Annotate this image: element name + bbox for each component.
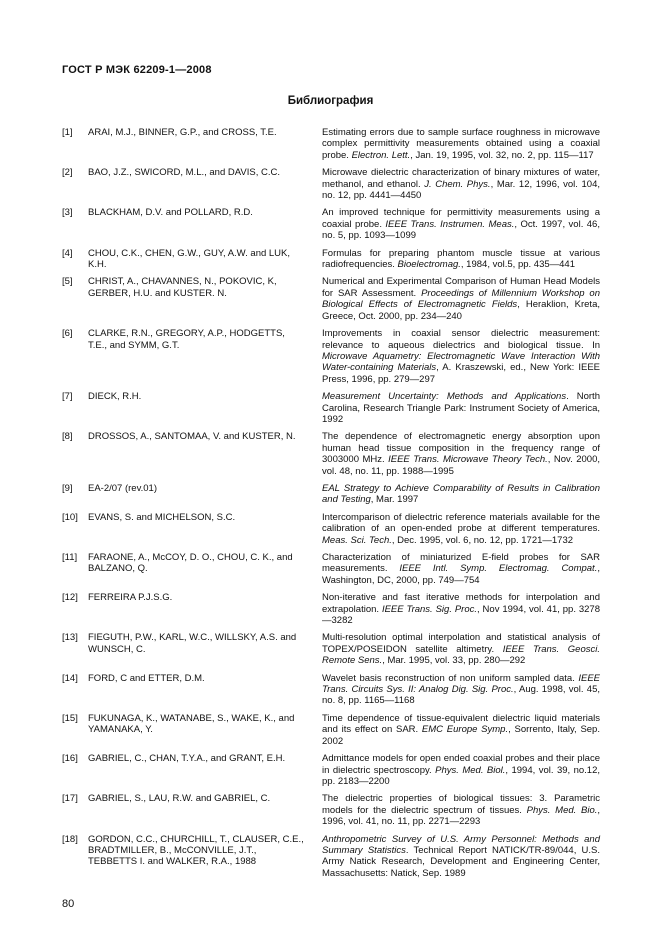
reference-description bbox=[322, 431, 600, 477]
reference-description bbox=[322, 167, 600, 201]
reference-text: Time dependence of tissue-equivalent dielectric liquid materials and its effect on SAR. bbox=[322, 712, 600, 736]
reference-number: [13] bbox=[62, 632, 78, 644]
reference-text: Wavelet basis reconstruction of non uniform sampled data. bbox=[322, 672, 579, 684]
reference-source-title: IEEE Intl. Symp. Electromag. Compat. bbox=[399, 563, 598, 575]
reference-entry bbox=[62, 391, 600, 425]
reference-source-title: IEEE Trans. Geosci. Remote Sens. bbox=[322, 643, 600, 667]
document-header: ГОСТ Р МЭК 62209-1—2008 bbox=[62, 64, 212, 76]
reference-text: , Oct. 1997, vol. 46, no. 5, pp. 1093—1099 bbox=[322, 218, 600, 242]
reference-source-title: Measurement Uncertainty: Methods and Applications bbox=[322, 391, 567, 403]
reference-text: Multi-resolution optimal interpolation and statistical analysis of TOPEX/POSEIDON satellite altimetry. bbox=[322, 632, 600, 655]
reference-text: , Nov 1994, vol. 41, pp. 3278—3282 bbox=[322, 603, 600, 627]
reference-authors: DIECK, R.H. bbox=[88, 391, 142, 403]
reference-number: [15] bbox=[62, 712, 78, 724]
reference-source-title: Meas. Sci. Tech. bbox=[322, 534, 392, 546]
reference-text: , Sorrento, Italy, Sep. 2002 bbox=[322, 724, 600, 747]
reference-entry bbox=[62, 167, 600, 201]
reference-entry bbox=[62, 592, 600, 626]
reference-description bbox=[322, 276, 600, 322]
reference-text: , Dec. 1995, vol. 6, no. 12, pp. 1721—1732 bbox=[391, 534, 574, 546]
reference-authors: DROSSOS, A., SANTOMAA, V. and KUSTER, N. bbox=[88, 431, 296, 443]
reference-source-title: Microwave Aquametry: Electromagnetic Wave Interaction With Water-containing Materials bbox=[322, 350, 600, 374]
reference-entry bbox=[62, 127, 600, 161]
reference-entry bbox=[62, 328, 600, 385]
reference-description bbox=[322, 391, 600, 425]
reference-authors: BLACKHAM, D.V. and POLLARD, R.D. bbox=[88, 207, 253, 219]
reference-text: An improved technique for permittivity measurements using a coaxial probe. bbox=[322, 207, 600, 230]
reference-authors: EA-2/07 (rev.01) bbox=[88, 482, 157, 494]
reference-source-title: Proceedings of Millennium Workshop on Biological Effects of Electromagnetic Fields bbox=[322, 287, 600, 311]
reference-text: Improvements in coaxial sensor dielectric measurement: relevance to aqueous dielectrics and biological tissue. In bbox=[322, 328, 600, 351]
reference-entry bbox=[62, 207, 600, 241]
reference-text: . North Carolina, Research Triangle Park: Instrument Society of America, 1992 bbox=[322, 391, 600, 425]
page-title: Библиография bbox=[287, 95, 374, 107]
reference-description bbox=[322, 793, 600, 827]
reference-description bbox=[322, 207, 600, 241]
reference-text: Non-iterative and fast iterative methods for interpolation and extrapolation. bbox=[322, 592, 600, 615]
reference-authors: FUKUNAGA, K., WATANABE, S., WAKE, K., and YAMANAKA, Y. bbox=[88, 712, 295, 736]
reference-text: , Jan. 19, 1995, vol. 32, no. 2, pp. 115—117 bbox=[410, 149, 594, 161]
reference-number: [5] bbox=[62, 276, 73, 288]
reference-entry bbox=[62, 431, 600, 477]
reference-text: , 1984, vol.5, pp. 435—441 bbox=[460, 259, 575, 271]
reference-authors: GABRIEL, C., CHAN, T.Y.A., and GRANT, E.H. bbox=[88, 753, 286, 765]
reference-source-title: IEEE Trans. Instrumen. Meas. bbox=[385, 218, 515, 230]
reference-authors: EVANS, S. and MICHELSON, S.C. bbox=[88, 511, 236, 523]
reference-authors: GORDON, C.C., CHURCHILL, T., CLAUSER, C.E., BRADTMILLER, B., McCONVILLE, J.T., TEBBETTS I. and WALKER, R.A., 1988 bbox=[88, 833, 304, 868]
reference-entry bbox=[62, 632, 600, 666]
reference-description bbox=[322, 632, 600, 666]
reference-text: . Technical Report NATICK/TR-89/044, U.S. Army Natick Research, Development and Engineering Center, Massachusetts: Natick, Sep. 1989 bbox=[322, 844, 600, 879]
reference-number: [10] bbox=[62, 511, 78, 523]
reference-text: , Mar. 12, 1996, vol. 104, no. 12, pp. 4441—4450 bbox=[322, 178, 600, 202]
reference-number: [17] bbox=[62, 793, 78, 805]
reference-entry bbox=[62, 713, 600, 747]
reference-source-title: Phys. Med. Bio. bbox=[526, 804, 598, 816]
reference-authors: CHOU, C.K., CHEN, G.W., GUY, A.W. and LUK, K.H. bbox=[88, 247, 291, 271]
reference-number: [12] bbox=[62, 592, 78, 604]
reference-source-title: IEEE Trans. Sig. Proc. bbox=[381, 603, 478, 615]
reference-number: [11] bbox=[62, 552, 78, 563]
reference-text: The dependence of electromagnetic energy absorption upon human head tissue composition in the frequency range of 3003000 MHz. bbox=[322, 431, 600, 466]
reference-number: [16] bbox=[62, 753, 78, 765]
reference-source-title: EMC Europe Symp. bbox=[421, 724, 509, 736]
reference-description bbox=[322, 673, 600, 707]
reference-entry bbox=[62, 248, 600, 271]
reference-authors: CLARKE, R.N., GREGORY, A.P., HODGETTS, T.E., and SYMM, G.T. bbox=[88, 328, 285, 351]
reference-authors: FERREIRA P.J.S.G. bbox=[88, 592, 173, 604]
reference-text: , Heraklion, Kreta, Greece, Oct. 2000, pp. 234—240 bbox=[322, 299, 600, 322]
reference-number: [1] bbox=[62, 127, 73, 138]
reference-description bbox=[322, 713, 600, 747]
reference-text: , Aug. 1998, vol. 45, no. 8, pp. 1165—1168 bbox=[322, 684, 601, 707]
reference-text: , 1994, vol. 39, no.12, pp. 2183—2200 bbox=[322, 764, 601, 787]
reference-number: [8] bbox=[62, 431, 73, 443]
reference-source-title: Phys. Med. Biol. bbox=[435, 764, 506, 776]
reference-description bbox=[322, 512, 600, 546]
reference-text: Admittance models for open ended coaxial probes and their place in dielectric spectroscopy. bbox=[322, 753, 600, 776]
reference-authors: ARAI, M.J., BINNER, G.P., and CROSS, T.E. bbox=[88, 127, 277, 138]
reference-authors: BAO, J.Z., SWICORD, M.L., and DAVIS, C.C. bbox=[88, 167, 280, 179]
reference-number: [3] bbox=[62, 207, 73, 219]
reference-number: [4] bbox=[62, 247, 73, 259]
reference-list bbox=[62, 127, 600, 885]
reference-source-title: Bioelectromag. bbox=[397, 259, 461, 271]
reference-text: Characterization of miniaturized E-field probes for SAR measurements. bbox=[322, 552, 600, 575]
reference-text: Intercomparison of dielectric reference materials available for the calibration of an open-ended probe at different temperatures. bbox=[322, 511, 600, 535]
reference-text: Estimating errors due to sample surface roughness in microwave complex permittivity measurements obtained using a coaxial probe. bbox=[322, 127, 600, 161]
reference-number: [14] bbox=[62, 672, 78, 684]
page-number: 80 bbox=[62, 898, 75, 910]
reference-description bbox=[322, 127, 600, 161]
reference-description bbox=[322, 248, 600, 271]
reference-number: [7] bbox=[62, 391, 73, 403]
reference-text: Numerical and Experimental Comparison of Human Head Models for SAR Assessment. bbox=[322, 276, 600, 299]
reference-source-title: Anthropometric Survey of U.S. Army Personnel: Methods and Summary Statistics bbox=[322, 833, 600, 856]
reference-number: [2] bbox=[62, 167, 73, 179]
reference-number: [18] bbox=[62, 833, 78, 845]
reference-entry bbox=[62, 753, 600, 787]
reference-source-title: Electron. Lett. bbox=[351, 149, 411, 161]
reference-number: [6] bbox=[62, 328, 73, 340]
reference-text: Microwave dielectric characterization of binary mixtures of water, methanol, and ethanol. bbox=[322, 167, 600, 190]
reference-source-title: IEEE Trans. Circuits Sys. II: Analog Dig. Sig. Proc. bbox=[322, 672, 600, 696]
reference-entry bbox=[62, 673, 600, 707]
reference-description bbox=[322, 753, 600, 787]
reference-authors: FIEGUTH, P.W., KARL, W.C., WILLSKY, A.S. and WUNSCH, C. bbox=[88, 632, 297, 655]
reference-authors: FARAONE, A., McCOY, D. O., CHOU, C. K., and BALZANO, Q. bbox=[88, 552, 293, 575]
reference-entry bbox=[62, 834, 600, 880]
reference-description bbox=[322, 592, 600, 626]
reference-text: The dielectric properties of biological tissues: 3. Parametric models for the dielectric spectrum of tissues. bbox=[322, 793, 600, 816]
reference-number: [9] bbox=[62, 482, 73, 494]
reference-text: , 1996, vol. 41, no. 11, pp. 2271—2293 bbox=[322, 804, 601, 828]
reference-description bbox=[322, 552, 600, 586]
reference-source-title: J. Chem. Phys. bbox=[424, 178, 491, 190]
reference-entry bbox=[62, 276, 600, 322]
reference-authors: FORD, C and ETTER, D.M. bbox=[88, 672, 205, 684]
reference-text: , Nov. 2000, vol. 48, no. 11, pp. 1988—1995 bbox=[322, 454, 600, 477]
reference-entry bbox=[62, 793, 600, 827]
reference-entry bbox=[62, 552, 600, 586]
reference-text: , A. Kraszewski, ed., New York: IEEE Press, 1996, pp. 279—297 bbox=[322, 362, 600, 385]
reference-text: , Mar. 1997 bbox=[370, 494, 419, 506]
reference-description bbox=[322, 834, 600, 880]
reference-entry bbox=[62, 512, 600, 546]
reference-authors: CHRIST, A., CHAVANNES, N., POKOVIC, K, GERBER, H.U. and KUSTER. N. bbox=[88, 276, 277, 299]
reference-description bbox=[322, 328, 600, 385]
reference-source-title: EAL Strategy to Achieve Comparability of Results in Calibration and Testing bbox=[322, 482, 600, 506]
reference-text: , Washington, DC, 2000, pp. 749—754 bbox=[322, 563, 600, 586]
reference-entry bbox=[62, 483, 600, 506]
reference-text: , Mar. 1995, vol. 33, pp. 280—292 bbox=[382, 655, 526, 667]
reference-description bbox=[322, 483, 600, 506]
reference-authors: GABRIEL, S., LAU, R.W. and GABRIEL, C. bbox=[88, 793, 271, 805]
reference-text: Formulas for preparing phantom muscle tissue at various radiofrequencies. bbox=[322, 247, 600, 271]
reference-source-title: IEEE Trans. Microwave Theory Tech. bbox=[388, 454, 548, 466]
